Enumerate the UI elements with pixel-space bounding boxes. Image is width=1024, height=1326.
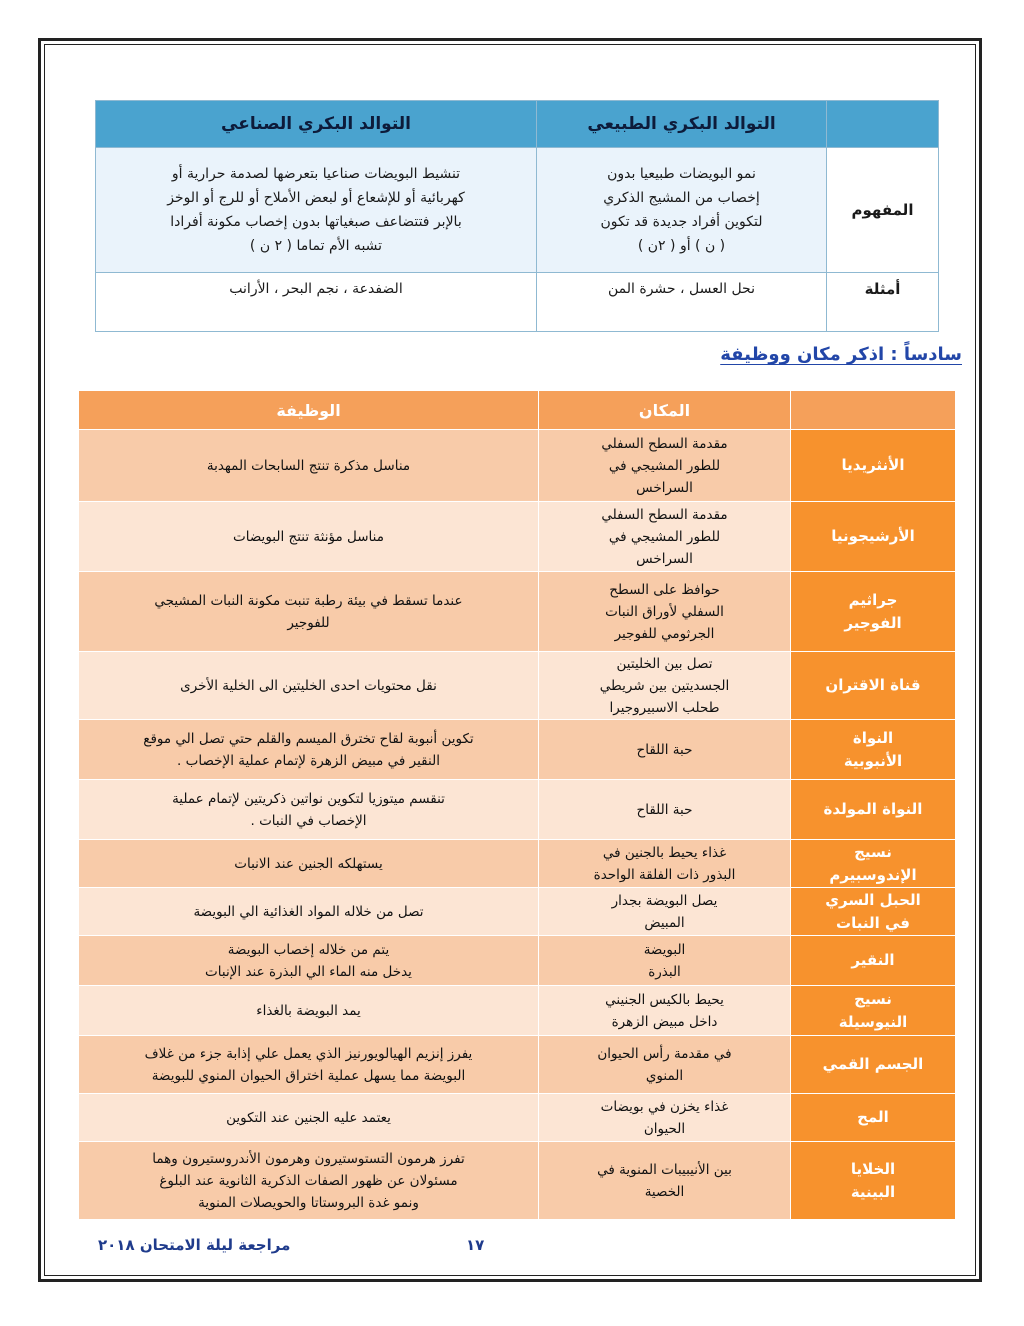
parthenogenesis-table (95, 100, 939, 332)
function-cell: يعتمد عليه الجنين عند التكوين (79, 1094, 539, 1142)
term-cell: الخلايا البينية (791, 1142, 956, 1220)
header-artificial: التوالد البكري الصناعي (96, 101, 537, 148)
table-row (96, 148, 939, 273)
table-row (79, 1036, 956, 1094)
cell-artificial-examples: الضفدعة ، نجم البحر ، الأرانب (96, 273, 537, 332)
term-cell: الحبل السري في النبات (791, 888, 956, 936)
place-function-table (78, 390, 956, 1220)
function-cell: يتم من خلاله إخصاب البويضة يدخل منه الماء الي البذرة عند الإنبات (79, 936, 539, 986)
term-cell: الجسم القمي (791, 1036, 956, 1094)
function-cell: يفرز إنزيم الهيالويورنيز الذي يعمل علي إذابة جزء من غلاف البويضة مما يسهل عملية اختراق الحيوان المنوي للبويضة (79, 1036, 539, 1094)
function-cell: نقل محتويات احدى الخليتين الى الخلية الأخرى (79, 652, 539, 720)
table-row (79, 1094, 956, 1142)
cell-natural-examples: نحل العسل ، حشرة المن (537, 273, 827, 332)
term-cell: نسيج الإندوسبيرم (791, 840, 956, 888)
term-cell: قناة الاقتران (791, 652, 956, 720)
table-row (79, 502, 956, 572)
place-cell: حوافظ على السطح السفلي لأوراق النبات الجرثومي للفوجير (539, 572, 791, 652)
function-cell: يمد البويضة بالغذاء (79, 986, 539, 1036)
table-row (79, 780, 956, 840)
table-row (79, 430, 956, 502)
header-corner (827, 101, 939, 148)
place-cell: حبة اللقاح (539, 780, 791, 840)
function-cell: مناسل مؤنثة تنتج البويضات (79, 502, 539, 572)
table-header-row (79, 391, 956, 430)
place-cell: حبة اللقاح (539, 720, 791, 780)
header-natural: التوالد البكري الطبيعي (537, 101, 827, 148)
place-cell: غذاء يخزن في بويضات الحيوان (539, 1094, 791, 1142)
row-label-examples: أمثلة (827, 273, 939, 332)
table-row (79, 936, 956, 986)
function-cell: عندما تسقط في بيئة رطبة تنبت مكونة النبات المشيجي للفوجير (79, 572, 539, 652)
place-cell: يحيط بالكيس الجنيني داخل مبيض الزهرة (539, 986, 791, 1036)
place-cell: مقدمة السطح السفلي للطور المشيجي في السراخس (539, 502, 791, 572)
header-corner (791, 391, 956, 430)
place-cell: في مقدمة رأس الحيوان المنوي (539, 1036, 791, 1094)
place-cell: مقدمة السطح السفلي للطور المشيجي في السراخس (539, 430, 791, 502)
function-cell: تفرز هرمون التستوستيرون وهرمون الأندروستيرون وهما مسئولان عن ظهور الصفات الذكرية الثانوية عند البلوغ ونمو غدة البروستاتا والحويصلات المنوية (79, 1142, 539, 1220)
table-row (79, 572, 956, 652)
table-row (79, 840, 956, 888)
term-cell: النواة الأنبوبية (791, 720, 956, 780)
term-cell: جراثيم الفوجير (791, 572, 956, 652)
table-row (79, 720, 956, 780)
table-row (79, 1142, 956, 1220)
table-row (79, 652, 956, 720)
table-row (79, 986, 956, 1036)
table-header-row (96, 101, 939, 148)
term-cell: النواة المولدة (791, 780, 956, 840)
function-cell: مناسل مذكرة تنتج السابحات المهدبة (79, 430, 539, 502)
place-cell: يصل البويضة بجدار المبيض (539, 888, 791, 936)
header-place: المكان (539, 391, 791, 430)
page-number: ١٧ (466, 1236, 485, 1254)
term-cell: النقير (791, 936, 956, 986)
cell-natural-concept: نمو البويضات طبيعيا بدون إخصاب من المشيج الذكري لتكوين أفراد جديدة قد تكون ( ن ) أو ( ٢ن ) (537, 148, 827, 273)
place-cell: تصل بين الخليتين الجسديتين بين شريطي طحلب الاسبيروجيرا (539, 652, 791, 720)
term-cell: الأرشيجونيا (791, 502, 956, 572)
table-row (96, 273, 939, 332)
term-cell: المح (791, 1094, 956, 1142)
row-label-concept: المفهوم (827, 148, 939, 273)
footer-title: مراجعة ليلة الامتحان ٢٠١٨ (98, 1236, 291, 1254)
place-cell: البويضة البذرة (539, 936, 791, 986)
section-title: سادساً : اذكر مكان ووظيفة (720, 344, 962, 365)
place-cell: بين الأنيبيبات المنوية في الخصية (539, 1142, 791, 1220)
function-cell: يستهلكه الجنين عند الانبات (79, 840, 539, 888)
function-cell: تكوين أنبوبة لقاح تخترق الميسم والقلم حتي تصل الي موقع النقير في مبيض الزهرة لإتمام عملية الإخصاب . (79, 720, 539, 780)
term-cell: نسيج النيوسيلة (791, 986, 956, 1036)
place-cell: غذاء يحيط بالجنين في البذور ذات الفلقة الواحدة (539, 840, 791, 888)
function-cell: تصل من خلاله المواد الغذائية الي البويضة (79, 888, 539, 936)
term-cell: الأنثريديا (791, 430, 956, 502)
cell-artificial-concept: تنشيط البويضات صناعيا بتعرضها لصدمة حرارية أو كهربائية أو للإشعاع أو لبعض الأملاح أو للرج أو الوخز بالإبر فتتضاعف صبغياتها بدون إخصاب مكونة أفرادا تشبه الأم تماما ( ٢ ن ) (96, 148, 537, 273)
table-row (79, 888, 956, 936)
function-cell: تنقسم ميتوزيا لتكوين نواتين ذكريتين لإتمام عملية الإخصاب في النبات . (79, 780, 539, 840)
header-function: الوظيفة (79, 391, 539, 430)
